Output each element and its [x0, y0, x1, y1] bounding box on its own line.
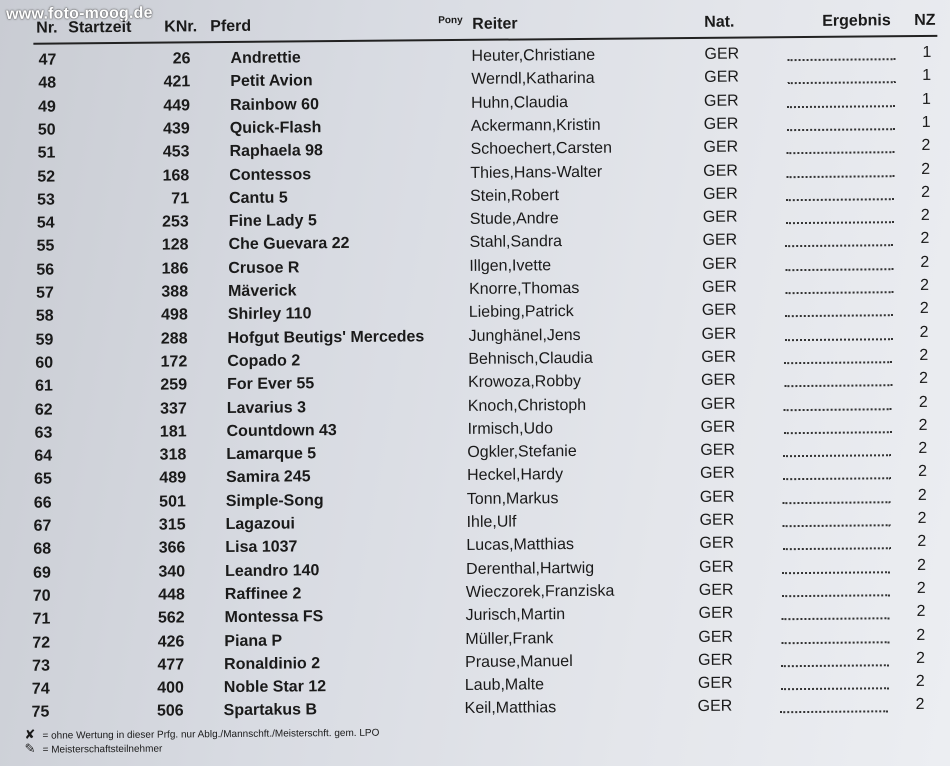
row-nat: GER	[702, 255, 738, 273]
row-nr: 53	[36, 191, 55, 209]
row-knr: 426	[157, 632, 185, 651]
row-horse: Ronaldinio 2	[224, 655, 321, 673]
row-nz: 2	[919, 276, 930, 294]
row-nz: 1	[922, 43, 932, 61]
row-horse: Leandro 140	[225, 561, 320, 580]
row-nat: GER	[702, 185, 738, 203]
row-nat: GER	[698, 581, 734, 599]
result-blank-line	[783, 501, 891, 504]
row-nr: 57	[35, 284, 54, 302]
row-rider: Stein,Robert	[469, 186, 560, 205]
row-rider: Lucas,Matthias	[466, 536, 575, 555]
row-knr: 315	[158, 516, 186, 534]
result-blank-line	[782, 571, 890, 574]
result-blank-line	[785, 338, 893, 341]
row-rider: Huhn,Claudia	[470, 93, 569, 112]
row-nr: 72	[32, 634, 51, 652]
row-horse: Contessos	[229, 165, 312, 184]
row-knr: 477	[157, 656, 185, 674]
row-nz: 2	[919, 300, 929, 318]
result-blank-line	[787, 81, 895, 84]
row-nz: 2	[915, 673, 925, 691]
row-knr: 181	[159, 423, 187, 441]
row-horse: Crusoe R	[228, 259, 300, 277]
row-rider: Jurisch,Martin	[465, 606, 566, 625]
row-rider: Irmisch,Udo	[467, 419, 554, 438]
row-horse: Che Guevara 22	[228, 235, 350, 254]
row-knr: 489	[159, 469, 187, 488]
row-horse: Spartakus B	[223, 701, 318, 720]
row-rider: Derenthal,Hartwig	[466, 559, 595, 578]
result-blank-line	[782, 548, 890, 551]
row-nr: 69	[33, 564, 51, 582]
header-ergebnis: Ergebnis	[822, 12, 891, 30]
row-rider: Krowoza,Robby	[467, 373, 582, 392]
result-blank-line	[787, 151, 895, 154]
row-knr: 366	[158, 539, 186, 557]
row-nz: 2	[920, 253, 930, 271]
row-rider: Ogkler,Stefanie	[467, 443, 577, 462]
row-nat: GER	[702, 231, 738, 250]
row-rider: Knorre,Thomas	[468, 279, 580, 298]
row-nat: GER	[699, 511, 735, 529]
row-horse: Hofgut Beutigs' Mercedes	[227, 327, 425, 347]
row-knr: 448	[158, 586, 185, 604]
row-rider: Prause,Manuel	[465, 652, 573, 671]
row-nz: 2	[917, 509, 927, 528]
row-nr: 54	[36, 214, 55, 232]
row-nr: 52	[37, 168, 56, 186]
row-nz: 1	[921, 90, 931, 108]
row-nr: 70	[32, 587, 51, 605]
header-nr: Nr.	[36, 19, 58, 37]
row-knr: 128	[161, 236, 189, 254]
row-nr: 75	[31, 703, 50, 722]
row-nz: 2	[918, 370, 929, 388]
row-nat: GER	[699, 558, 734, 576]
row-horse: Mäverick	[227, 282, 297, 301]
row-nr: 62	[34, 401, 53, 419]
row-nz: 2	[920, 206, 930, 225]
row-knr: 337	[160, 399, 187, 418]
result-blank-line	[782, 594, 890, 597]
row-nr: 55	[36, 237, 55, 256]
result-blank-line	[783, 454, 891, 457]
result-blank-line	[781, 687, 889, 690]
header-startzeit: Startzeit	[68, 18, 132, 37]
row-knr: 172	[160, 353, 188, 371]
row-knr: 388	[161, 283, 189, 301]
row-horse: Fine Lady 5	[228, 212, 317, 231]
row-nr: 60	[35, 354, 54, 372]
row-nr: 64	[34, 447, 53, 465]
result-blank-line	[783, 524, 891, 527]
header-pferd: Pferd	[210, 17, 252, 36]
row-knr: 449	[163, 96, 191, 115]
row-nat: GER	[697, 674, 733, 693]
legend-text: = Meisterschaftsteilnehmer	[42, 743, 163, 756]
row-nz: 2	[916, 603, 926, 621]
row-horse: Lagazoui	[225, 515, 296, 534]
row-nat: GER	[704, 68, 740, 87]
row-nr: 59	[35, 331, 54, 349]
row-horse: Cantu 5	[228, 189, 288, 207]
row-knr: 340	[158, 563, 186, 581]
row-nz: 2	[918, 393, 928, 411]
result-blank-line	[781, 641, 889, 644]
row-nat: GER	[700, 441, 736, 459]
row-nz: 2	[916, 579, 926, 597]
row-nat: GER	[698, 651, 733, 669]
row-nr: 61	[35, 377, 53, 395]
row-nat: GER	[703, 138, 739, 157]
header-pony: Pony	[438, 14, 463, 27]
result-blank-line	[784, 361, 892, 364]
row-knr: 400	[157, 679, 184, 697]
row-rider: Liebing,Patrick	[468, 303, 574, 322]
row-knr: 453	[162, 143, 190, 161]
row-nr: 71	[32, 610, 51, 628]
result-blank-line	[784, 431, 892, 434]
row-rider: Illgen,Ivette	[469, 256, 552, 275]
row-rider: Thies,Hans-Walter	[470, 163, 603, 182]
row-nz: 2	[917, 486, 927, 504]
row-nz: 1	[921, 113, 931, 131]
row-knr: 318	[159, 446, 187, 464]
row-rider: Knoch,Christoph	[467, 396, 587, 415]
row-nz: 2	[917, 556, 927, 574]
row-knr: 253	[162, 213, 189, 231]
legend-item-championship	[24, 740, 162, 757]
result-blank-line	[786, 221, 894, 224]
row-nat: GER	[699, 488, 735, 506]
row-rider: Heuter,Christiane	[471, 46, 596, 65]
row-nr: 74	[31, 680, 50, 698]
row-nz: 2	[920, 230, 930, 248]
result-blank-line	[788, 58, 896, 61]
row-horse: Petit Avion	[230, 72, 313, 91]
row-nat: GER	[697, 698, 733, 716]
row-nr: 49	[37, 98, 56, 116]
row-nat: GER	[701, 348, 737, 366]
row-rider: Werndl,Katharina	[471, 70, 595, 89]
row-knr: 26	[172, 50, 191, 68]
row-horse: Montessa FS	[224, 608, 324, 627]
row-knr: 501	[159, 493, 186, 511]
row-nz: 2	[917, 463, 928, 481]
header-knr: KNr.	[164, 18, 198, 36]
result-blank-line	[786, 198, 894, 201]
row-horse: Raphaela 98	[229, 142, 323, 161]
row-horse: Lavarius 3	[226, 398, 307, 417]
row-nat: GER	[701, 325, 737, 343]
legend-text: = ohne Wertung in dieser Prfg. nur Ablg./Mannschft./Meisterschft. gem. LPO	[42, 727, 380, 742]
row-nr: 51	[37, 144, 56, 162]
row-nat: GER	[700, 371, 736, 390]
row-nr: 68	[33, 540, 52, 559]
pencil-icon: ✎	[24, 740, 36, 756]
row-horse: Simple-Song	[225, 491, 324, 510]
header-nz: NZ	[914, 11, 936, 30]
row-nz: 2	[917, 533, 927, 551]
row-nz: 2	[916, 649, 926, 667]
row-nz: 2	[921, 160, 931, 178]
cross-icon: ✘	[24, 726, 36, 742]
row-nr: 66	[33, 494, 52, 512]
result-blank-line	[786, 175, 894, 178]
row-nat: GER	[703, 92, 739, 110]
row-nr: 47	[38, 51, 57, 69]
row-nz: 2	[918, 440, 928, 458]
row-nz: 2	[918, 416, 928, 434]
result-blank-line	[785, 291, 893, 294]
row-horse: Andrettie	[230, 49, 301, 67]
row-nat: GER	[703, 162, 739, 180]
row-knr: 562	[157, 609, 185, 627]
result-blank-line	[781, 664, 889, 667]
row-horse: Lamarque 5	[226, 445, 317, 464]
result-blank-line	[785, 315, 893, 318]
result-blank-line	[787, 128, 895, 131]
row-knr: 439	[163, 120, 190, 138]
row-horse: Lisa 1037	[225, 538, 298, 557]
row-horse: Quick-Flash	[229, 119, 322, 137]
row-nat: GER	[700, 395, 736, 413]
row-nz: 2	[919, 346, 929, 364]
watermark: www.foto-moog.de	[6, 4, 153, 23]
row-nr: 56	[36, 261, 55, 279]
row-nat: GER	[703, 115, 739, 133]
row-horse: Piana P	[224, 632, 283, 650]
row-nr: 67	[33, 517, 52, 535]
row-knr: 186	[161, 260, 189, 278]
row-knr: 506	[156, 702, 184, 721]
row-nat: GER	[704, 45, 740, 63]
row-rider: Müller,Frank	[465, 629, 554, 648]
result-blank-line	[781, 711, 889, 714]
row-horse: Rainbow 60	[229, 95, 320, 114]
row-nat: GER	[701, 301, 737, 320]
row-nat: GER	[698, 628, 734, 646]
row-nat: GER	[700, 418, 736, 436]
row-nr: 48	[38, 74, 57, 92]
header-reiter: Reiter	[472, 15, 518, 33]
row-nz: 1	[922, 67, 932, 85]
row-horse: Shirley 110	[227, 305, 312, 324]
row-rider: Ihle,Ulf	[466, 513, 517, 531]
row-nr: 65	[34, 470, 52, 489]
row-nz: 2	[920, 183, 931, 201]
row-rider: Keil,Matthias	[464, 699, 557, 718]
row-rider: Wieczorek,Franziska	[465, 582, 615, 601]
row-horse: Countdown 43	[226, 421, 337, 440]
result-blank-line	[784, 384, 892, 387]
result-blank-line	[782, 617, 890, 620]
row-nat: GER	[701, 278, 737, 296]
row-horse: Noble Star 12	[223, 678, 327, 697]
row-rider: Ackermann,Kristin	[470, 116, 601, 135]
row-knr: 71	[171, 190, 190, 208]
row-horse: Raffinee 2	[224, 585, 302, 603]
row-nr: 73	[32, 657, 50, 675]
row-nr: 58	[35, 307, 54, 325]
row-knr: 259	[160, 376, 188, 394]
row-nr: 50	[37, 121, 56, 139]
row-rider: Junghänel,Jens	[468, 326, 581, 345]
result-blank-line	[785, 268, 893, 271]
row-nz: 2	[919, 323, 929, 341]
result-blank-line	[787, 105, 895, 108]
row-rider: Stude,Andre	[469, 210, 559, 229]
row-rider: Laub,Malte	[464, 676, 545, 695]
row-rider: Tonn,Markus	[466, 489, 559, 508]
row-nr: 63	[34, 424, 53, 442]
row-nat: GER	[699, 464, 735, 483]
row-nz: 2	[921, 137, 931, 155]
row-nz: 2	[916, 626, 926, 644]
row-knr: 288	[160, 329, 188, 348]
result-blank-line	[783, 478, 891, 481]
row-rider: Stahl,Sandra	[469, 233, 563, 252]
row-nz: 2	[915, 696, 925, 714]
header-nat: Nat.	[704, 13, 735, 31]
result-blank-line	[784, 408, 892, 411]
row-nat: GER	[699, 534, 735, 553]
row-rider: Heckel,Hardy	[467, 466, 564, 485]
row-knr: 168	[162, 166, 190, 185]
row-nat: GER	[702, 208, 738, 226]
row-knr: 498	[161, 306, 188, 324]
row-knr: 421	[163, 73, 191, 91]
row-rider: Behnisch,Claudia	[468, 349, 593, 368]
result-blank-line	[786, 245, 894, 248]
row-horse: Samira 245	[226, 468, 311, 487]
row-horse: For Ever 55	[226, 375, 315, 394]
row-horse: Copado 2	[227, 352, 301, 370]
row-nat: GER	[698, 604, 734, 623]
row-rider: Schoechert,Carsten	[470, 139, 613, 159]
